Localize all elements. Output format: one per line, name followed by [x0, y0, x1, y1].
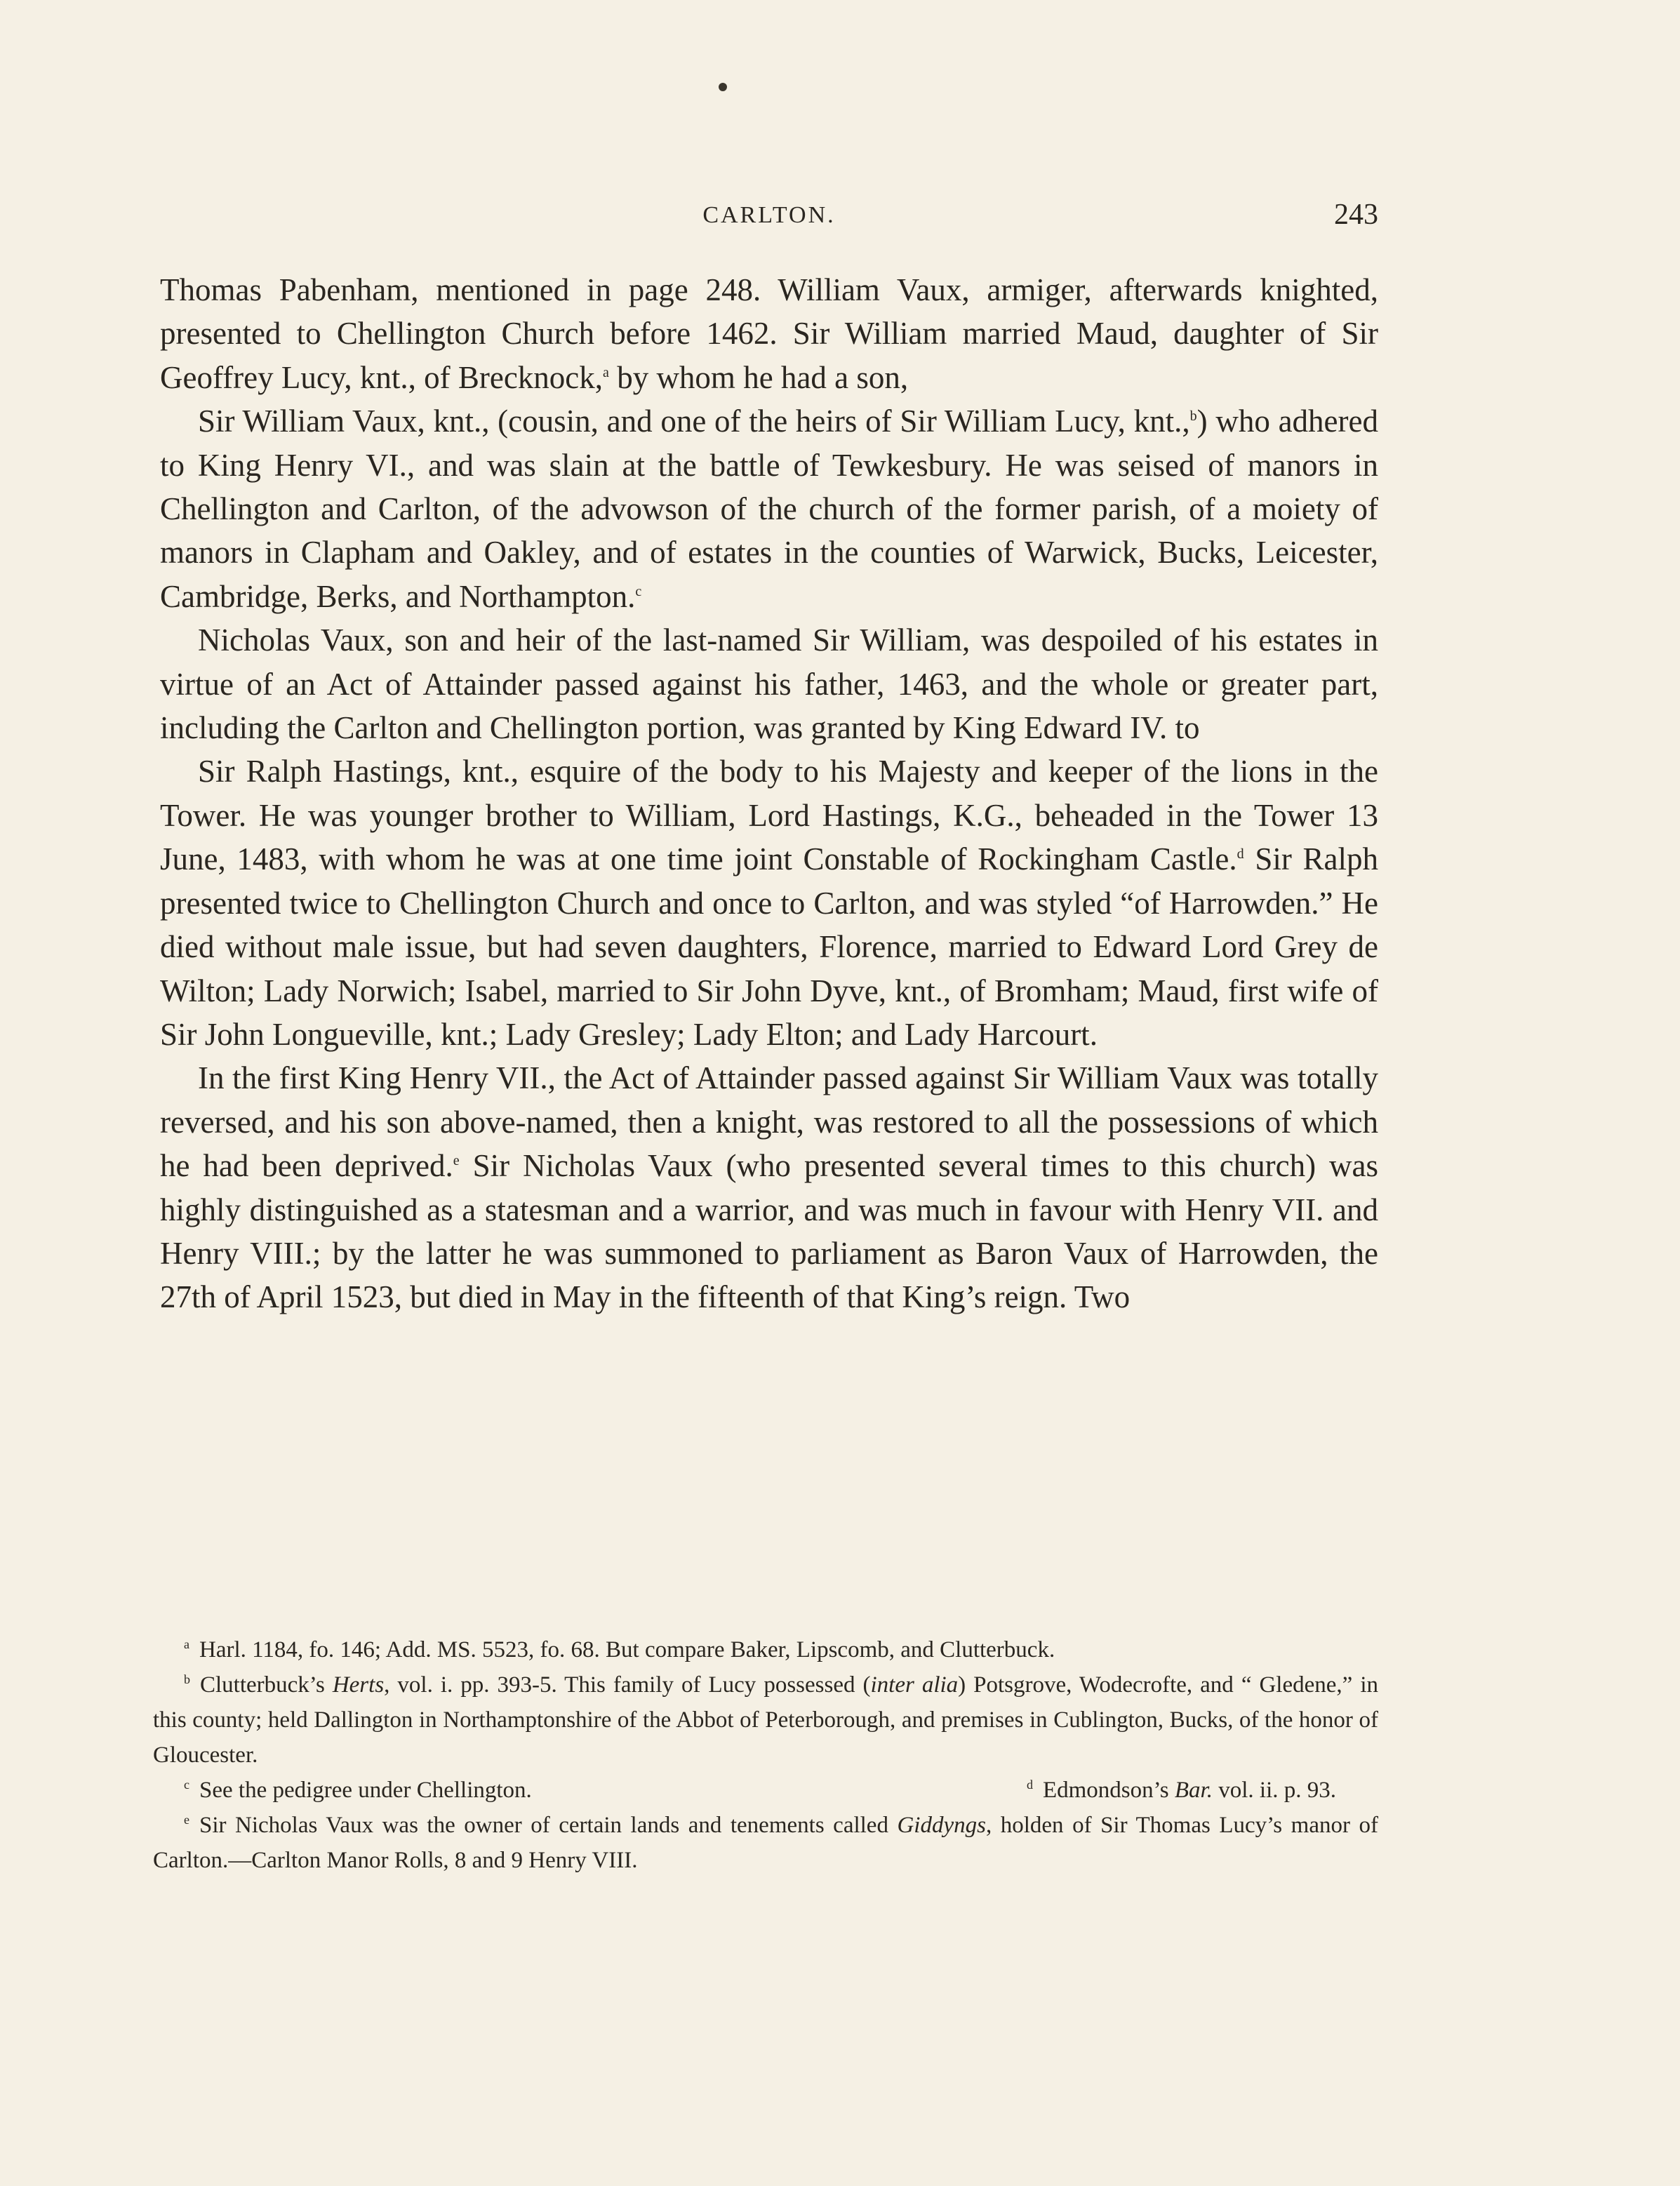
footnote-e-italic: Giddyngs — [897, 1813, 986, 1838]
footnote-ref-a: a — [603, 364, 609, 380]
footnote-row-cd — [153, 1773, 1378, 1808]
footnote-b-italic-2: inter alia — [870, 1672, 959, 1698]
footnote-a-mark: a — [184, 1637, 189, 1651]
footnote-ref-e: e — [453, 1153, 460, 1169]
footnote-b-text-1: Clutterbuck’s — [200, 1672, 333, 1698]
footnote-b — [153, 1667, 1378, 1773]
footnote-e-text-1: Sir Nicholas Vaux was the owner of certain lands and tenements called — [199, 1813, 898, 1838]
paragraph-4-text-a: Sir Ralph Hastings, knt., esquire of the body to his Majesty and keeper of the lions in the Tower. He was younger brother to William, Lord Hastings, K.G., beheaded in the Tower 13 June, 1483, with whom he was at one time joint Constable of Rockingham Castle. — [160, 754, 1378, 877]
footnote-ref-d: d — [1236, 846, 1244, 862]
page-header — [160, 195, 1378, 237]
footnote-e-mark: e — [184, 1813, 189, 1827]
paragraph-2-text-a: Sir William Vaux, knt., (cousin, and one of the heirs of Sir William Lucy, knt., — [198, 404, 1190, 439]
footnote-d-text-2: vol. ii. p. 93. — [1212, 1778, 1336, 1803]
footnotes — [153, 1632, 1378, 1878]
footnote-d-text-1: Edmondson’s — [1042, 1778, 1175, 1803]
paragraph-2 — [160, 399, 1378, 618]
paragraph-5-text-a: In the first King Henry VII., the Act of Attainder passed against Sir William Vaux was totally reversed, and his son above-named, then a knight, was restored to all the possessions of which he had been deprived. — [160, 1060, 1378, 1184]
paragraph-3: Nicholas Vaux, son and heir of the last-named Sir William, was despoiled of his estates in virtue of an Act of Attainder passed against his father, 1463, and the whole or greater part, including the Carlton and Chellington portion, was granted by King Edward IV. to — [160, 622, 1378, 746]
footnote-e-text-2: , holden of Sir Thomas Lucy’s manor of Carlton.—Carlton Manor Rolls, 8 and 9 Henry VIII. — [153, 1813, 1378, 1873]
paragraph-5 — [160, 1056, 1378, 1319]
footnote-b-italic-1: Herts — [332, 1672, 385, 1698]
paragraph-1-text: Thomas Pabenham, mentioned in page 248. William Vaux, armiger, afterwards knighted, presented to Chellington Church before 1462. Sir William married Maud, daughter of Sir Geoffrey Lucy, knt., of Brecknock, — [160, 272, 1378, 395]
running-title: CARLTON. — [702, 202, 836, 228]
footnote-a — [153, 1632, 1378, 1667]
footnote-d-italic: Bar. — [1174, 1778, 1213, 1803]
footnote-e — [153, 1808, 1378, 1878]
footnote-b-text-3: ) Potsgrove, Wodecrofte, and “ Gledene,” in this county; held Dallington in Northamptonshire of the Abbot of Peterborough, and premises in Cublington, Bucks, of the honor of Gloucester. — [153, 1672, 1378, 1768]
footnote-ref-b: b — [1189, 408, 1197, 425]
body-text — [160, 268, 1378, 1319]
ink-dot — [719, 83, 727, 91]
footnote-d — [1027, 1773, 1336, 1808]
page-number: 243 — [1334, 199, 1378, 231]
paragraph-1-tail: by whom he had a son, — [608, 359, 909, 395]
footnote-a-text: Harl. 1184, fo. 146; Add. MS. 5523, fo. 68. But compare Baker, Lipscomb, and Clutterbuck. — [199, 1637, 1055, 1662]
paragraph-4 — [160, 749, 1378, 1056]
footnote-b-mark: b — [184, 1672, 190, 1686]
footnote-d-mark: d — [1026, 1778, 1033, 1792]
paragraph-4-text-b: Sir Ralph presented twice to Chellington Church and once to Carlton, and was styled “of Harrowden.” He died without male issue, but had seven daughters, Florence, married to Edward Lord Grey de Wilton; Lady Norwich; Isabel, married to Sir John Dyve, knt., of Bromham; Maud, first wife of Sir John Longueville, knt.; Lady Gresley; Lady Elton; and Lady Harcourt. — [160, 841, 1378, 1052]
footnote-c-text: See the pedigree under Chellington. — [199, 1778, 532, 1803]
paragraph-1 — [160, 268, 1378, 399]
footnote-c-mark: c — [184, 1778, 189, 1792]
footnote-c — [184, 1773, 532, 1808]
footnote-b-text-2: , vol. i. pp. 393-5. This family of Lucy possessed ( — [384, 1672, 871, 1698]
footnote-ref-c: c — [635, 583, 642, 599]
paragraph-2-text-b: ) who adhered to King Henry VI., and was slain at the battle of Tewkesbury. He was seised of manors in Chellington and Carlton, of the advowson of the church of the former parish, of a moiety of manors in Clapham and Oakley, and of estates in the counties of Warwick, Bucks, Leicester, Cambridge, Berks, and Northampton. — [160, 404, 1378, 614]
paragraph-5-text-b: Sir Nicholas Vaux (who presented several times to this church) was highly distinguished as a statesman and a warrior, and was much in favour with Henry VII. and Henry VIII.; by the latter he was summoned to parliament as Baron Vaux of Harrowden, the 27th of April 1523, but died in May in the fifteenth of that King’s reign. Two — [160, 1148, 1378, 1315]
